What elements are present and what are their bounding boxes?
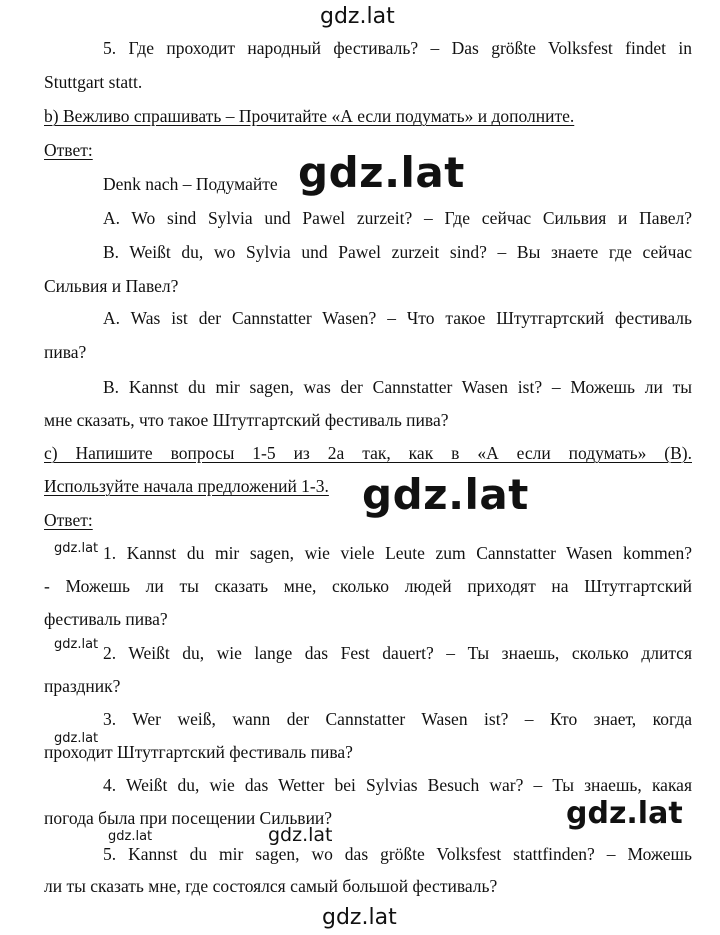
watermark-right: gdz.lat bbox=[566, 796, 683, 831]
text-line: B. Weißt du, wo Sylvia und Pawel zurzeit sind? – Вы знаете где сейчас bbox=[103, 242, 692, 262]
section-b-heading: b) Вежливо спрашивать – Прочитайте «А если подумать» и дополните. bbox=[44, 106, 575, 126]
text-line: фестиваль пива? bbox=[44, 609, 168, 629]
text-line: Сильвия и Павел? bbox=[44, 276, 179, 296]
text-line: 3. Wer weiß, wann der Cannstatter Wasen ist? – Кто знает, когда bbox=[103, 709, 692, 729]
watermark-medium: gdz.lat bbox=[268, 824, 333, 846]
text-line: пива? bbox=[44, 342, 87, 362]
text-line: праздник? bbox=[44, 676, 121, 696]
watermark-small: gdz.lat bbox=[108, 829, 153, 844]
text-line: A. Wo sind Sylvia und Pawel zurzeit? – Где сейчас Сильвия и Павел? bbox=[103, 208, 692, 228]
text-line: ли ты сказать мне, где состоялся самый большой фестиваль? bbox=[44, 876, 498, 896]
text-line: 4. Weißt du, wie das Wetter bei Sylvias Besuch war? – Ты знаешь, какая bbox=[103, 775, 692, 795]
text-line: проходит Штутгартский фестиваль пива? bbox=[44, 742, 353, 762]
text-line: A. Was ist der Cannstatter Wasen? – Что такое Штутгартский фестиваль bbox=[103, 308, 692, 328]
section-c-heading-cont: Используйте начала предложений 1-3. bbox=[44, 476, 329, 496]
text-line: B. Kannst du mir sagen, was der Cannstatter Wasen ist? – Можешь ли ты bbox=[103, 377, 692, 397]
watermark-small: gdz.lat bbox=[54, 731, 99, 746]
watermark-large: gdz.lat bbox=[298, 148, 465, 197]
text-line: Stuttgart statt. bbox=[44, 72, 143, 92]
section-c-heading: c) Напишите вопросы 1-5 из 2a так, как в «А если подумать» (B). bbox=[44, 443, 692, 463]
watermark-top: gdz.lat bbox=[320, 4, 395, 29]
text-line: 1. Kannst du mir sagen, wie viele Leute zum Cannstatter Wasen kommen? bbox=[103, 543, 692, 563]
text-line: 5. Kannst du mir sagen, wo das größte Volksfest stattfinden? – Можешь bbox=[103, 844, 692, 864]
text-line: 2. Weißt du, wie lange das Fest dauert? – Ты знаешь, сколько длится bbox=[103, 643, 692, 663]
answer-label: Ответ: bbox=[44, 510, 93, 530]
answer-label: Ответ: bbox=[44, 140, 93, 160]
text-line: мне сказать, что такое Штутгартский фестиваль пива? bbox=[44, 410, 449, 430]
text-line: 5. Где проходит народный фестиваль? – Das größte Volksfest findet in bbox=[103, 38, 692, 58]
watermark-large: gdz.lat bbox=[362, 470, 529, 519]
text-line: - Можешь ли ты сказать мне, сколько людей приходят на Штутгартский bbox=[44, 576, 692, 596]
text-line: Denk nach – Подумайте bbox=[103, 174, 278, 194]
text-line: погода была при посещении Сильвии? bbox=[44, 808, 333, 828]
watermark-bottom: gdz.lat bbox=[322, 905, 397, 930]
watermark-small: gdz.lat bbox=[54, 541, 99, 556]
watermark-small: gdz.lat bbox=[54, 637, 99, 652]
